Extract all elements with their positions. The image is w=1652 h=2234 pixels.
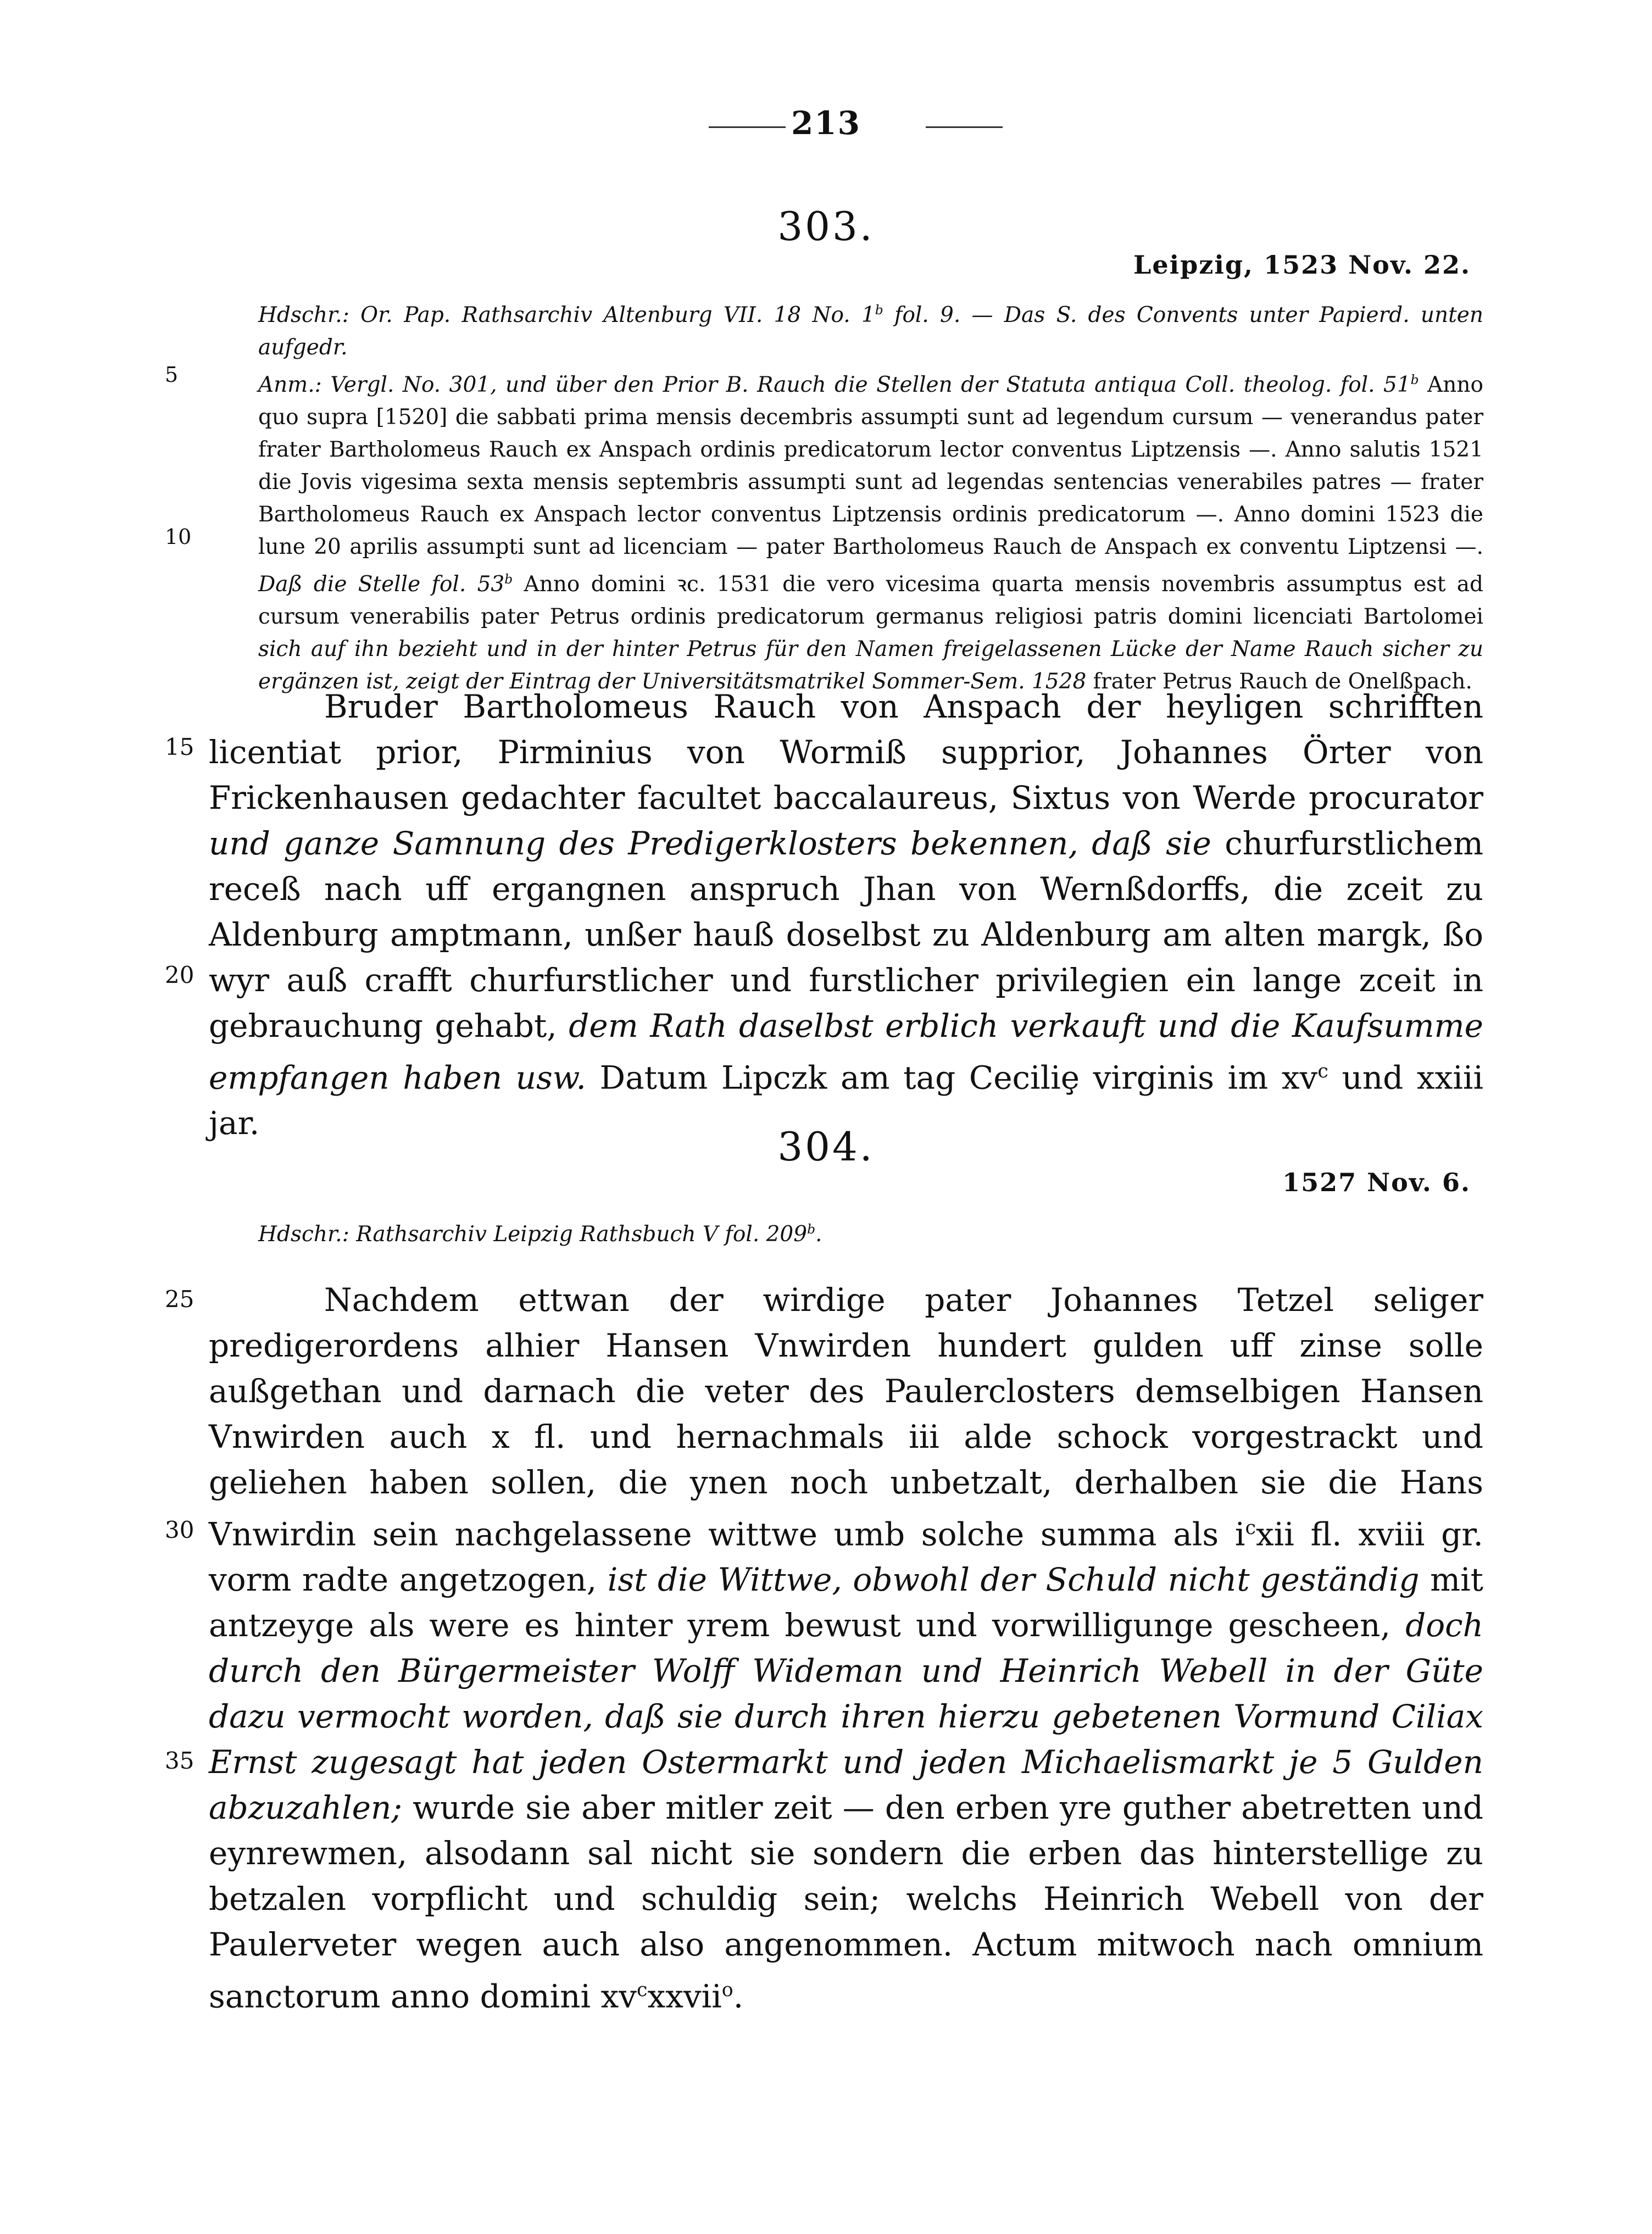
page-number: 213 [791, 104, 861, 142]
line-number: 15 [165, 733, 194, 760]
line-number: 5 [165, 363, 179, 387]
doc-303-number: 303. [777, 203, 875, 249]
line-number: 10 [165, 525, 192, 549]
doc-304-notes [258, 1213, 1483, 1251]
line-number: 30 [165, 1516, 194, 1543]
header-rule-right [926, 126, 1003, 128]
doc-303-place-date: Leipzig, 1523 Nov. 22. [1133, 250, 1471, 280]
doc-303-anm-note: Anm.: Vergl. No. 301, und über den Prior B. Rauch die Stellen der Statuta antiqua Coll. theolog. fol. 51$^b$ Anno quo supra [1520] die sabbati prima mensis decembris assumpti sunt ad legendum cursum — venerandus pater frater Bartholomeus Rauch ex Anspach ordinis predicatorum lector conventus Liptzensis —. Anno salutis 1521 die Jovis vigesima sexta mensis septembris assumpti sunt ad legendas sentencias venerabiles patres — frater Bartholomeus Rauch ex Anspach lector conventus Liptzensis ordinis predicatorum —. Anno domini 1523 die lune 20 aprilis assumpti sunt ad licenciam — pater Bartholomeus Rauch de Anspach ex conventu Liptzensi —. Daß die Stelle fol. 53$^b$ Anno domini ꝛc. 1531 die vero vicesima quarta mensis novembris assumptus est ad cursum venerabilis pater Petrus ordinis predicatorum germanus religiosi patris domini licenciati Bartolomei sich auf ihn bezieht und in der hinter Petrus für den Namen freigelassenen Lücke der Name Rauch sicher zu ergänzen ist, zeigt der Eintrag der Universitätsmatrikel Sommer-Sem. 1528 frater Petrus Rauch de Onelßpach. [258, 372, 1483, 694]
doc-304-number: 304. [777, 1124, 875, 1170]
line-number: 25 [165, 1286, 194, 1313]
doc-303-notes [258, 294, 1483, 698]
doc-303-paragraph: Bruder Bartholomeus Rauch von Anspach der heyligen schrifften licentiat prior, Pirminius von Wormiß supprior, Johannes Örter von Frickenhausen gedachter facultet baccalaureus, Sixtus von Werde procurator und ganze Samnung des Predigerklosters bekennen, daß sie churfurstlichem receß nach uff ergangnen anspruch Jhan von Wernßdorffs, die zceit zu Aldenburg amptmann, unßer hauß doselbst zu Aldenburg am alten margk, ßo wyr auß crafft churfurstlicher und furstlicher privilegien ein lange zceit in gebrauchung gehabt, dem Rath daselbst erblich verkauft und die Kaufsumme empfangen haben usw. Datum Lipczk am tag Ceciliȩ virginis im $xv^c$ und xxiii jar. [209, 688, 1484, 1142]
page-header [0, 104, 1652, 142]
doc-304-place-date: 1527 Nov. 6. [1282, 1168, 1471, 1197]
doc-303-hdschr-note: Hdschr.: Or. Pap. Rathsarchiv Altenburg VII. 18 No. 1$^b$ fol. 9. — Das S. des Convents unter Papierd. unten aufgedr. [258, 302, 1484, 360]
line-number: 35 [165, 1747, 194, 1774]
doc-304-hdschr-note: Hdschr.: Rathsarchiv Leipzig Rathsbuch V fol. 209$^b$. [258, 1221, 822, 1247]
doc-304-paragraph: Nachdem ettwan der wirdige pater Johannes Tetzel seliger predigerordens alhier Hansen Vnwirden hundert gulden uff zinse solle außgethan und darnach die veter des Paulerclosters demselbigen Hansen Vnwirden auch x fl. und hernachmals iii alde schock vorgestrackt und geliehen haben sollen, die ynen noch unbetzalt, derhalben sie die Hans Vnwirdin sein nachgelassene wittwe umb solche summa als $i^cxii$ fl. xviii gr. vorm radte angetzogen, ist die Wittwe, obwohl der Schuld nicht geständig mit antzeyge als were es hinter yrem bewust und vorwilligunge gescheen, doch durch den Bürgermeister Wolff Wideman und Heinrich Webell in der Güte dazu vermocht worden, daß sie durch ihren hierzu gebetenen Vormund Ciliax Ernst zugesagt hat jeden Ostermarkt und jeden Michaelismarkt je 5 Gulden abzuzahlen; wurde sie aber mitler zeit — den erben yre guther abetretten und eynrewmen, alsodann sal nicht sie sondern die erben das hinterstellige zu betzalen vorpflicht und schuldig sein; welchs Heinrich Webell von der Paulerveter wegen auch also angenommen. Actum mitwoch nach omnium sanctorum anno domini $xv^cxxvii^o$. [209, 1281, 1483, 2015]
line-number: 20 [165, 962, 194, 988]
doc-303-body [209, 684, 1483, 1146]
doc-304-body [209, 1277, 1483, 2020]
